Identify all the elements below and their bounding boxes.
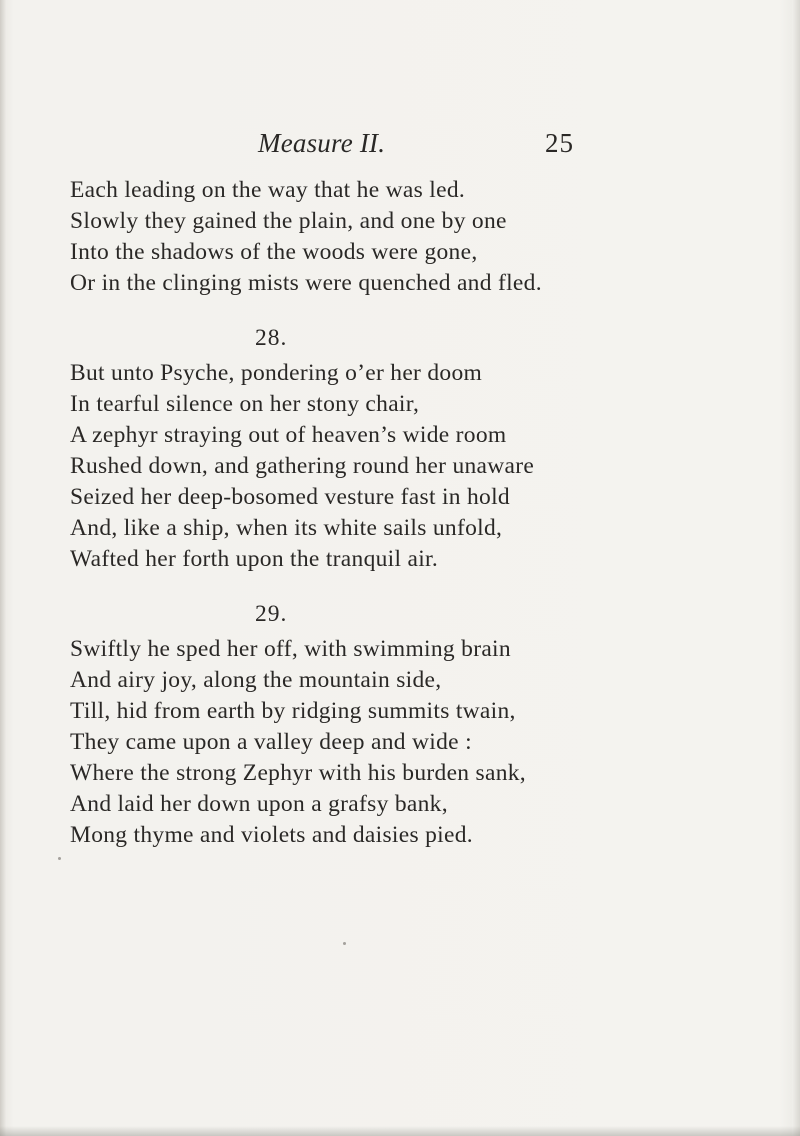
- page-bottom-edge: [0, 1126, 800, 1136]
- verse-line: Or in the clinging mists were quenched and fled.: [70, 270, 542, 296]
- verse-line: Till, hid from earth by ridging summits twain,: [70, 698, 516, 724]
- stanza-29: [70, 599, 710, 851]
- poem-body: [70, 175, 710, 851]
- page-number: 25: [545, 128, 574, 158]
- verse-line: Seized her deep-bosomed vesture fast in hold: [70, 484, 510, 510]
- running-title: Measure II.: [258, 128, 386, 158]
- running-header: [0, 128, 800, 168]
- verse-line: Each leading on the way that he was led.: [70, 177, 466, 203]
- verse-line: Rushed down, and gathering round her unaware: [70, 453, 535, 479]
- verse-line: Swiftly he sped her off, with swimming brain: [70, 636, 511, 662]
- stanza-28: [70, 323, 710, 575]
- verse-line: And airy joy, along the mountain side,: [70, 667, 442, 693]
- verse-line: Into the shadows of the woods were gone,: [70, 239, 478, 265]
- stanza-number: 29.: [255, 601, 288, 627]
- paper-speck: [343, 942, 346, 945]
- stanza-continuation: [70, 175, 710, 299]
- paper-speck: [58, 857, 61, 860]
- stanza-number: 28.: [255, 325, 288, 351]
- verse-line: In tearful silence on her stony chair,: [70, 391, 420, 417]
- verse-line: But unto Psyche, pondering o’er her doom: [70, 360, 483, 386]
- verse-line: Where the strong Zephyr with his burden sank,: [70, 760, 526, 786]
- verse-line: Wafted her forth upon the tranquil air.: [70, 546, 439, 572]
- page-right-edge: [792, 0, 800, 1136]
- verse-line: And laid her down upon a grafsy bank,: [70, 791, 448, 817]
- verse-line: Slowly they gained the plain, and one by one: [70, 208, 507, 234]
- verse-line: A zephyr straying out of heaven’s wide room: [70, 422, 507, 448]
- page-left-edge: [0, 0, 6, 1136]
- verse-line: Mong thyme and violets and daisies pied.: [70, 822, 473, 848]
- verse-line: They came upon a valley deep and wide :: [70, 729, 472, 755]
- verse-line: And, like a ship, when its white sails unfold,: [70, 515, 503, 541]
